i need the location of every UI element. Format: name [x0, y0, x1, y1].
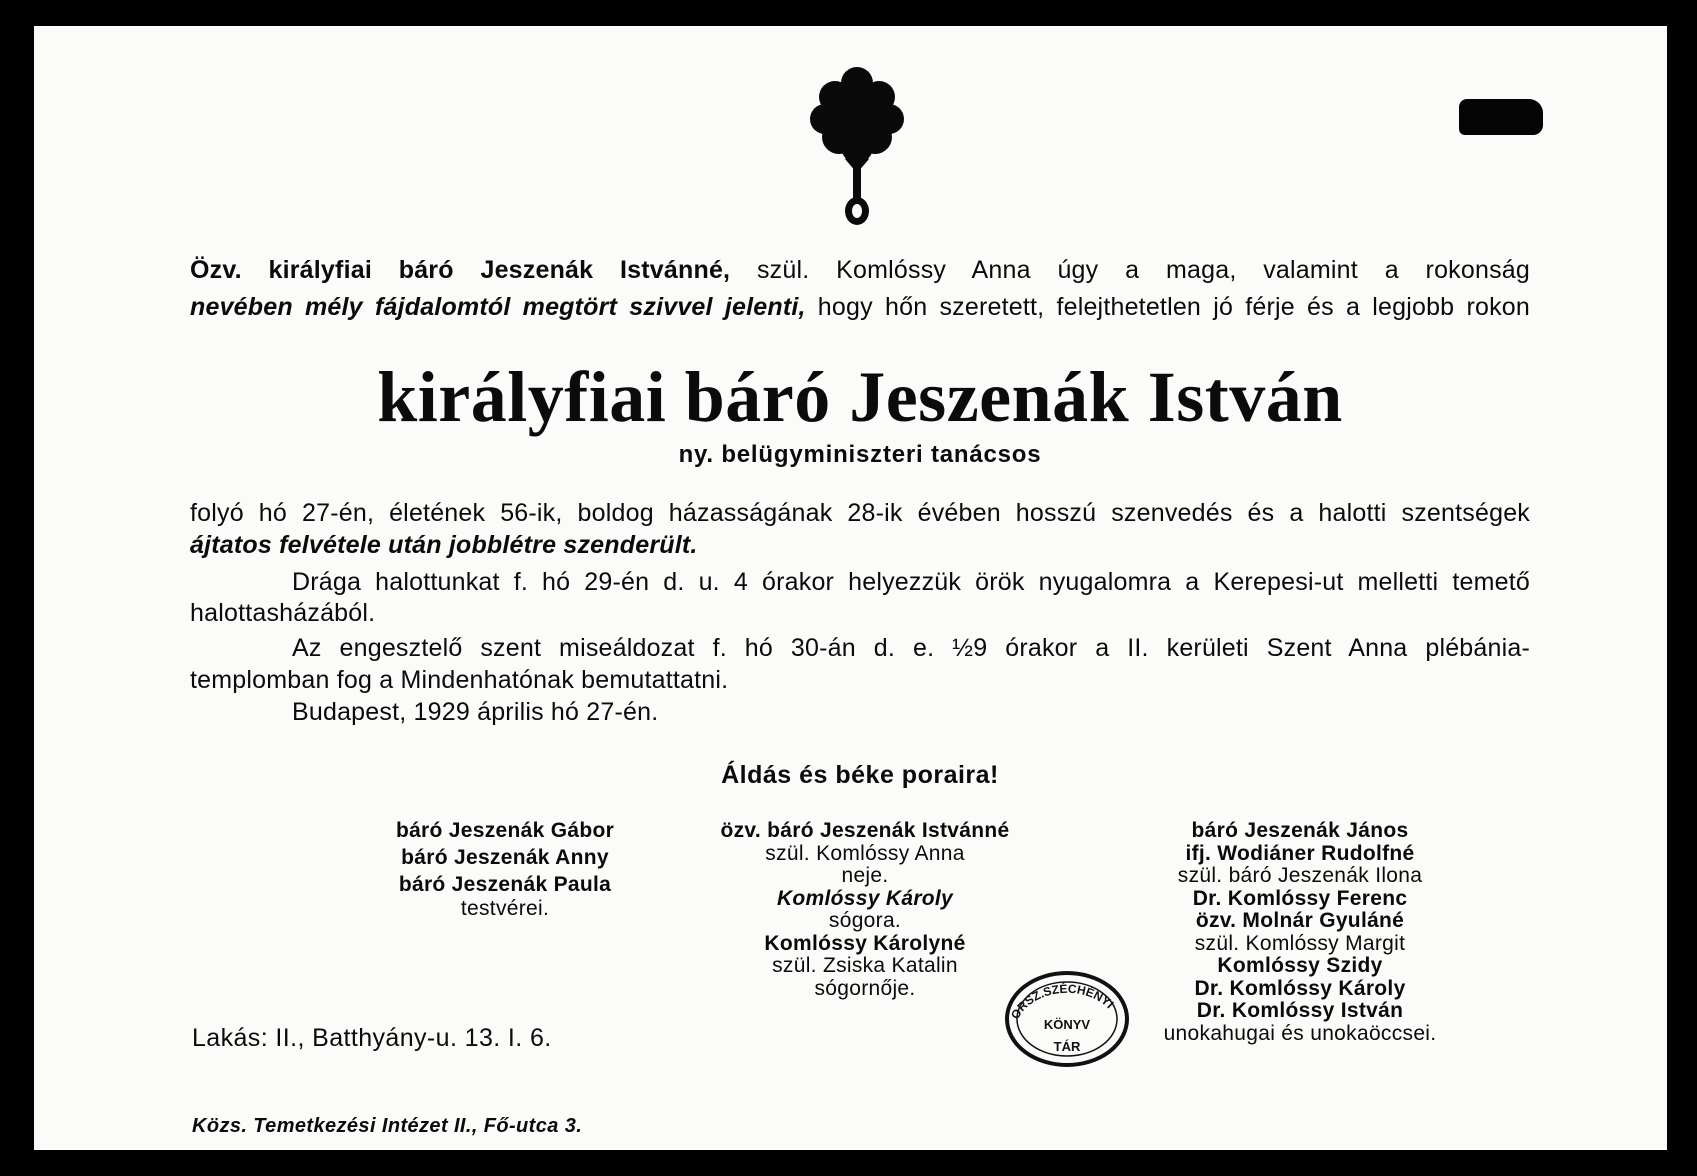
deceased-name: királyfiai báró Jeszenák István [377, 357, 1343, 437]
mourner-name: báró Jeszenák Anny [401, 846, 609, 869]
mourner-line: báró Jeszenák János [1191, 819, 1409, 842]
residence-address: Lakás: II., Batthyány-u. 13. I. 6. [192, 1024, 552, 1052]
mourner-line: Dr. Komlóssy Károly [1194, 976, 1406, 1000]
mourner-line: ifj. Wodiáner Rudolfné [1185, 841, 1415, 865]
ink-smudge [1459, 99, 1543, 135]
body-line-3: Drága halottunkat f. hó 29-én d. u. 4 órakor helyezzük örök nyugalomra a Kerepesi-ut melletti temető [292, 568, 1530, 596]
library-stamp [1002, 967, 1132, 1071]
mourner-line: Komlóssy Károly [776, 886, 954, 910]
mourner-name: báró Jeszenák Paula [398, 873, 612, 896]
deceased-title: ny. belügyminiszteri tanácsos [678, 441, 1042, 468]
mourner-line: Komlóssy Károlyné [764, 931, 966, 955]
mourner-line: szül. Komlóssy Margit [1194, 931, 1406, 955]
mourner-line: szül. báró Jeszenák Ilona [1177, 864, 1423, 887]
intro-line-2 [190, 292, 1530, 322]
mourner-line: özv. báró Jeszenák Istvánné [720, 819, 1010, 842]
mourner-line: Dr. Komlóssy István [1196, 999, 1404, 1022]
mourner-line: neje. [841, 864, 889, 887]
mourner-line: sógora. [828, 909, 902, 932]
body-line-2: ájtatos felvétele után jobblétre szenderült. [190, 531, 698, 559]
mourner-name: báró Jeszenák Gábor [395, 819, 615, 842]
mourner-line: Komlóssy Szidy [1217, 954, 1383, 977]
body-line-6: templomban fog a Mindenhatónak bemutattatni. [190, 666, 729, 694]
mourners-right-column [1100, 820, 1500, 1045]
body-line-1: folyó hó 27-én, életének 56-ik, boldog házasságának 28-ik évében hosszú szenvedés és a halotti szentségek [190, 499, 1530, 527]
mourner-relation: testvérei. [460, 897, 550, 920]
funeral-home-imprint: Közs. Temetkezési Intézet II., Fő-utca 3. [192, 1115, 583, 1137]
widow-name: Özv. királyfiai báró Jeszenák Istvánné, [190, 256, 731, 284]
intro-line-1 [190, 255, 1530, 285]
intro-line-2-rest: hogy hőn szeretett, felejthetetlen jó férje és a legjobb rokon [805, 293, 1530, 321]
body-line-4: halottasházából. [190, 599, 376, 627]
date-line: Budapest, 1929 április hó 27-én. [292, 698, 659, 726]
mourner-line: szül. Zsiska Katalin [772, 954, 958, 977]
mourner-line: özv. Molnár Gyuláné [1195, 909, 1405, 932]
stamp-top-text: ORSZ.SZÉCHÉNYI [1007, 981, 1117, 1022]
stamp-middle-text: KÖNYV [1043, 1017, 1091, 1032]
mourner-line: Dr. Komlóssy Ferenc [1192, 886, 1408, 910]
mourner-line: unokahugai és unokaöccsei. [1163, 1021, 1437, 1045]
mourner-line: szül. Komlóssy Anna [765, 841, 965, 865]
mourner-line: sógornője. [814, 976, 916, 1000]
stamp-bottom-text: TÁR [1053, 1039, 1081, 1054]
mourning-tree-ornament [805, 63, 909, 228]
blessing: Áldás és béke poraira! [721, 761, 999, 789]
body-line-5: Az engesztelő szent miseáldozat f. hó 30-án d. e. ½9 órakor a II. kerületi Szent Anna plébánia- [292, 634, 1530, 662]
intro-line-1-rest: szül. Komlóssy Anna úgy a maga, valamint a rokonság [730, 256, 1531, 284]
mourners-left-column [285, 817, 725, 921]
intro-line-2-italic: nevében mély fájdalomtól megtört szivvel jelenti, [190, 293, 806, 321]
